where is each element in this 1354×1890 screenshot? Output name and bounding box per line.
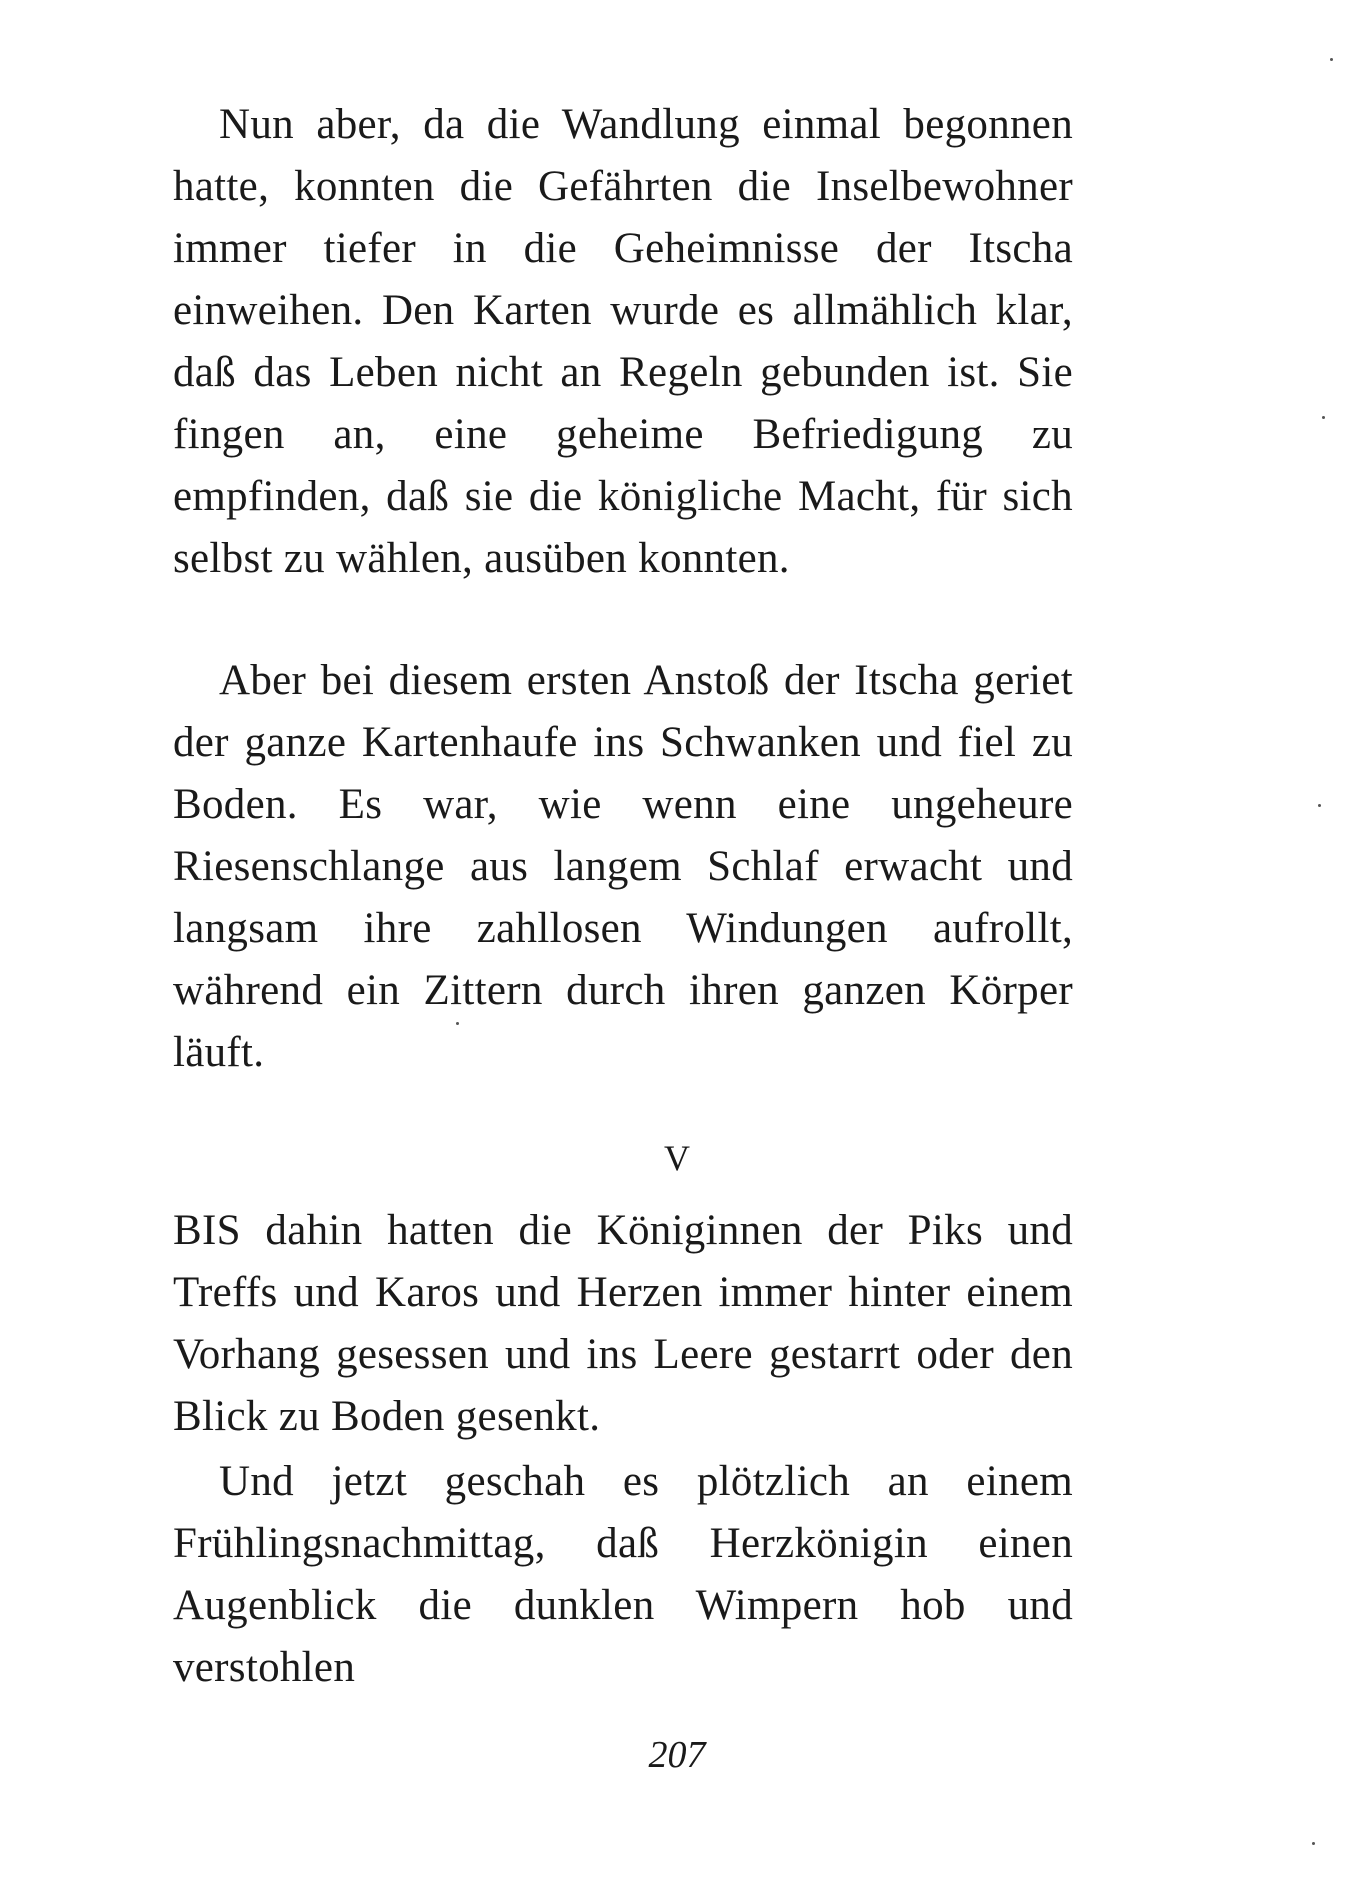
paragraph-3: BIS dahin hatten die Königinnen der Piks und Treffs und Karos und Herzen immer hinter einem Vorhang gesessen und ins Leere gestarrt oder den Blick zu Boden gesenkt. [173, 1207, 1073, 1440]
scan-speck [456, 1022, 459, 1025]
text-block-4 [173, 1451, 1073, 1699]
text-block-1 [173, 94, 1073, 590]
scan-speck [1322, 416, 1325, 419]
paragraph-1: Nun aber, da die Wandlung einmal begonnen hatte, konnten die Gefährten die Inselbewohner immer tiefer in die Geheimnisse der Itscha einweihen. Den Karten wurde es allmählich klar, daß das Leben nicht an Regeln gebunden ist. Sie fingen an, eine geheime Befriedigung zu empfinden, daß sie die königliche Macht, für sich selbst zu wählen, ausüben konnten. [173, 101, 1073, 582]
scan-speck [1330, 58, 1333, 61]
paragraph-4: Und jetzt geschah es plötzlich an einem Frühlingsnachmittag, daß Herzkönigin einen Augenblick die dunklen Wimpern hob und verstohlen [173, 1458, 1073, 1691]
section-heading: V [664, 1138, 690, 1178]
text-block-3 [173, 1200, 1073, 1448]
scan-speck [1318, 804, 1321, 807]
scan-speck [1312, 1842, 1315, 1845]
paragraph-2: Aber bei diesem ersten Anstoß der Itscha geriet der ganze Kartenhaufe ins Schwanken und fiel zu Boden. Es war, wie wenn eine ungeheure Riesenschlange aus langem Schlaf erwacht und langsam ihre zahllosen Windungen aufrollt, während ein Zittern durch ihren ganzen Körper läuft. [173, 657, 1073, 1076]
page-number: 207 [648, 1734, 706, 1776]
text-block-2 [173, 650, 1073, 1084]
